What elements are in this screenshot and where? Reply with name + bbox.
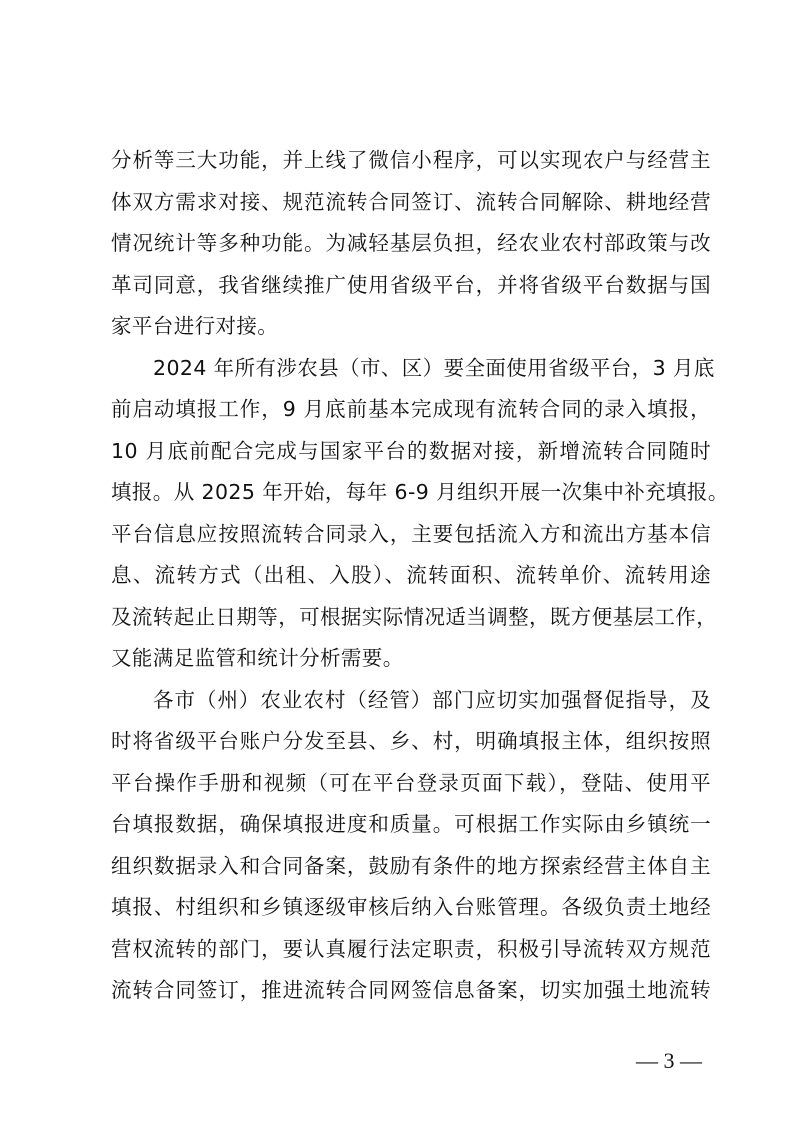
paragraph-2 <box>111 348 729 680</box>
text-line: 情况统计等多种功能。为减轻基层负担，经农业农村部政策与改 <box>111 231 711 255</box>
text-line: 又能满足监管和统计分析需要。 <box>111 646 404 670</box>
text-line: 平台操作手册和视频（可在平台登录页面下载），登陆、使用平 <box>111 770 711 795</box>
text-line: 营权流转的部门，要认真履行法定职责，积极引导流转双方规范 <box>111 936 711 961</box>
text-line: 革司同意，我省继续推广使用省级平台，并将省级平台数据与国 <box>111 272 711 297</box>
text-line: 息、流转方式（出租、入股）、流转面积、流转单价、流转用途 <box>111 563 711 587</box>
text-line: 台填报数据，确保填报进度和质量。可根据工作实际由乡镇统一 <box>111 812 711 836</box>
text-line: 体双方需求对接、规范流转合同签订、流转合同解除、耕地经营 <box>111 189 711 214</box>
text-line: 前启动填报工作，9 月底前基本完成现有流转合同的录入填报， <box>111 397 711 421</box>
text-line: 组织数据录入和合同备案，鼓励有条件的地方探索经营主体自主 <box>111 853 711 878</box>
document-body <box>111 140 729 1012</box>
text-line: 流转合同签订，推进流转合同网签信息备案，切实加强土地流转 <box>111 978 711 1002</box>
text-line: 时将省级平台账户分发至县、乡、村，明确填报主体，组织按照 <box>111 729 711 753</box>
text-line: 分析等三大功能，并上线了微信小程序，可以实现农户与经营主 <box>111 148 711 172</box>
text-line: 各市（州）农业农村（经管）部门应切实加强督促指导，及 <box>153 687 711 712</box>
text-line: 平台信息应按照流转合同录入，主要包括流入方和流出方基本信 <box>111 521 711 546</box>
paragraph-3 <box>111 680 711 1012</box>
text-line: 2024 年所有涉农县（市、区）要全面使用省级平台，3 月底 <box>153 355 715 380</box>
text-line: 家平台进行对接。 <box>111 314 279 338</box>
text-line: 填报、村组织和乡镇逐级审核后纳入台账管理。各级负责土地经 <box>111 895 711 919</box>
text-line: 10 月底前配合完成与国家平台的数据对接，新增流转合同随时 <box>111 438 711 463</box>
paragraph-1 <box>111 140 711 348</box>
text-line: 填报。从 2025 年开始，每年 6-9 月组织开展一次集中补充填报。 <box>111 480 729 504</box>
page-number: — 3 — <box>636 1048 702 1073</box>
text-line: 及流转起止日期等，可根据实际情况适当调整，既方便基层工作， <box>111 604 718 629</box>
